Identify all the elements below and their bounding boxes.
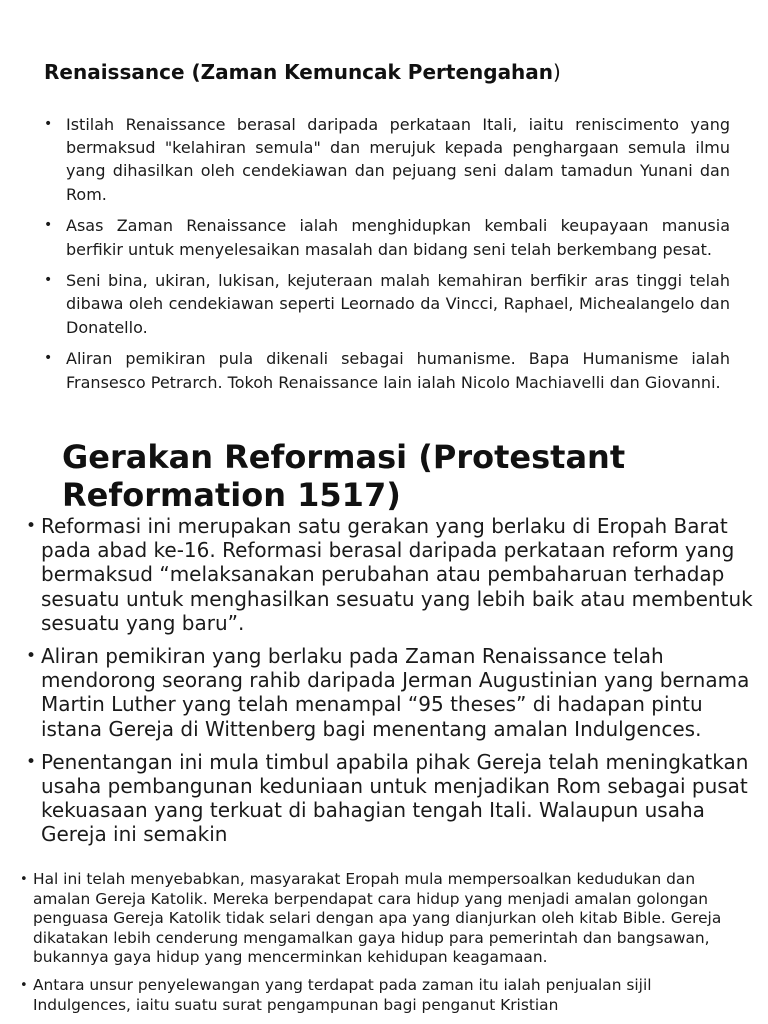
reformation-section [0, 436, 768, 864]
reformation-title: Gerakan Reformasi (Protestant Reformation 1517) [62, 438, 626, 514]
renaissance-bullet-1: • Istilah Renaissance berasal daripada perkataan Itali, iaitu reniscimento yang bermaksud "kelahiran semula" dan merujuk kepada penghargaan semula ilmu yang dihasilkan oleh cendekiawan dan pejuang seni dalam tamadun Yunani dan Rom. [66, 113, 730, 206]
reformation-continued-bullet-list [33, 870, 745, 1023]
renaissance-bullet-2: • Asas Zaman Renaissance ialah menghidupkan kembali keupayaan manusia berfikir untuk menyelesaikan masalah dan bidang seni telah berkembang pesat. [66, 214, 730, 260]
renaissance-bullet-list [66, 113, 730, 402]
reformation-continued-bullet-2: • Antara unsur penyelewangan yang terdapat pada zaman itu ialah penjualan sijil Indulgences, iaitu suatu surat pengampunan bagi penganut Kristian [33, 976, 745, 1015]
reformation-bullet-1: • Reformasi ini merupakan satu gerakan yang berlaku di Eropah Barat pada abad ke-16. Reformasi berasal daripada perkataan reform yang bermaksud “melaksanakan perubahan atau pembaharuan terhadap sesuatu untuk menghasilkan sesuatu yang lebih baik atau membentuk sesuatu yang baru”. [41, 514, 761, 635]
renaissance-bullet-4: • Aliran pemikiran pula dikenali sebagai humanisme. Bapa Humanisme ialah Fransesco Petrarch. Tokoh Renaissance lain ialah Nicolo Machiavelli dan Giovanni. [66, 347, 730, 393]
reformation-continued-bullet-1: • Hal ini telah menyebabkan, masyarakat Eropah mula mempersoalkan kedudukan dan amalan Gereja Katolik. Mereka berpendapat cara hidup yang menjadi amalan golongan penguasa Gereja Katolik tidak selari dengan apa yang dianjurkan oleh kitab Bible. Gereja dikatakan lebih cenderung mengamalkan gaya hidup para pemerintah dan bangsawan, bukannya gaya hidup yang mencerminkan kehidupan keagamaan. [33, 870, 745, 968]
reformation-bullet-list [41, 514, 761, 856]
renaissance-bullet-3: • Seni bina, ukiran, lukisan, kejuteraan malah kemahiran berfikir aras tinggi telah dibawa oleh cendekiawan seperti Leornado da Vincci, Raphael, Michealangelo dan Donatello. [66, 269, 730, 339]
renaissance-title [44, 60, 561, 84]
renaissance-title-main: Renaissance (Zaman Kemuncak Pertengahan [44, 60, 554, 84]
reformation-continued-section [0, 867, 768, 1024]
reformation-bullet-3: • Penentangan ini mula timbul apabila pihak Gereja telah meningkatkan usaha pembangunan keduniaan untuk menjadikan Rom sebagai pusat kekuasaan yang terkuat di bahagian tengah Itali. Walaupun usaha Gereja ini semakin [41, 750, 761, 847]
reformation-bullet-2: • Aliran pemikiran yang berlaku pada Zaman Renaissance telah mendorong seorang rahib daripada Jerman Augustinian yang bernama Martin Luther yang telah menampal “95 theses” di hadapan pintu istana Gereja di Wittenberg bagi menentang amalan Indulgences. [41, 644, 761, 741]
renaissance-section [0, 0, 768, 434]
renaissance-title-paren: ) [553, 60, 561, 84]
